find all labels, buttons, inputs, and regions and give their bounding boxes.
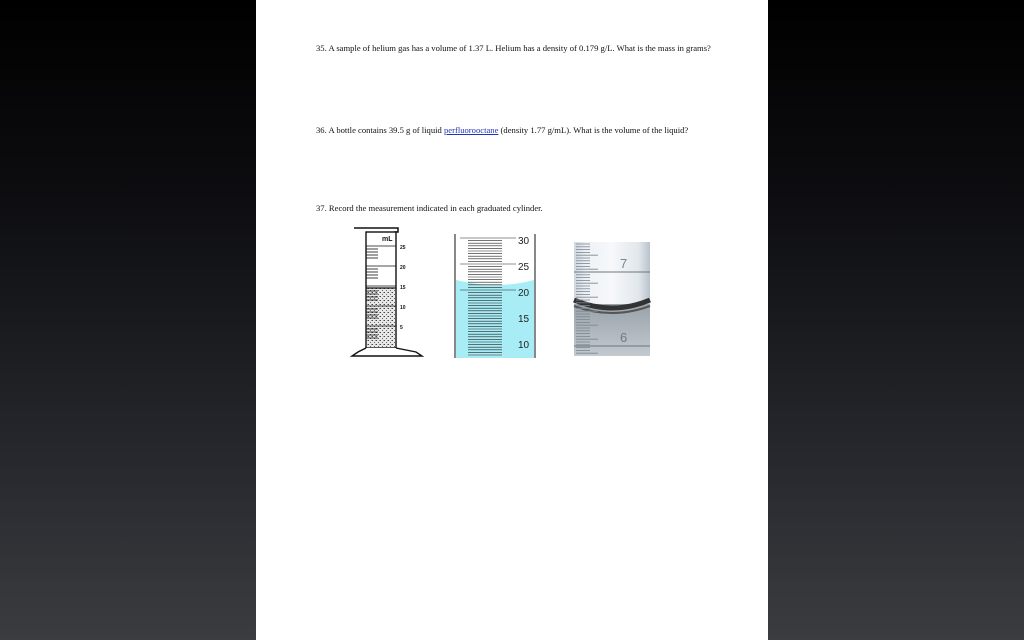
cyl2-label-25: 25 <box>518 262 530 273</box>
question-36-text-before: A bottle contains 39.5 g of liquid <box>328 125 442 135</box>
cyl2-label-10: 10 <box>518 340 530 351</box>
question-35-number: 35. <box>316 43 327 53</box>
graduated-cylinder-1 <box>348 224 428 360</box>
question-35 <box>316 43 716 54</box>
question-36-number: 36. <box>316 125 327 135</box>
cyl3-label-7: 7 <box>620 256 628 271</box>
question-37 <box>316 203 716 214</box>
cyl3-label-6: 6 <box>620 330 628 345</box>
cyl1-label-5: 5 <box>400 325 403 331</box>
question-37-text: Record the measurement indicated in each graduated cylinder. <box>328 203 543 213</box>
cyl2-label-20: 20 <box>518 288 530 299</box>
cyl1-label-10: 10 <box>400 305 406 311</box>
question-37-number: 37. <box>316 203 327 213</box>
cyl1-unit-label: mL <box>382 236 393 243</box>
graduated-cylinder-2 <box>452 232 542 360</box>
graduated-cylinder-3 <box>572 240 652 358</box>
cyl2-label-15: 15 <box>518 314 530 325</box>
cyl1-label-15: 15 <box>400 285 406 291</box>
question-35-text: A sample of helium gas has a volume of 1.37 L. Helium has a density of 0.179 g/L. What is the mass in grams? <box>328 43 711 53</box>
cyl1-label-20: 20 <box>400 265 406 271</box>
perfluorooctane-link[interactable]: perfluorooctane <box>443 125 499 135</box>
question-36-text-after: (density 1.77 g/mL). What is the volume of the liquid? <box>500 125 689 135</box>
document-page <box>256 0 768 640</box>
cyl2-label-30: 30 <box>518 236 530 247</box>
cyl1-label-25: 25 <box>400 245 406 251</box>
question-36 <box>316 125 716 136</box>
